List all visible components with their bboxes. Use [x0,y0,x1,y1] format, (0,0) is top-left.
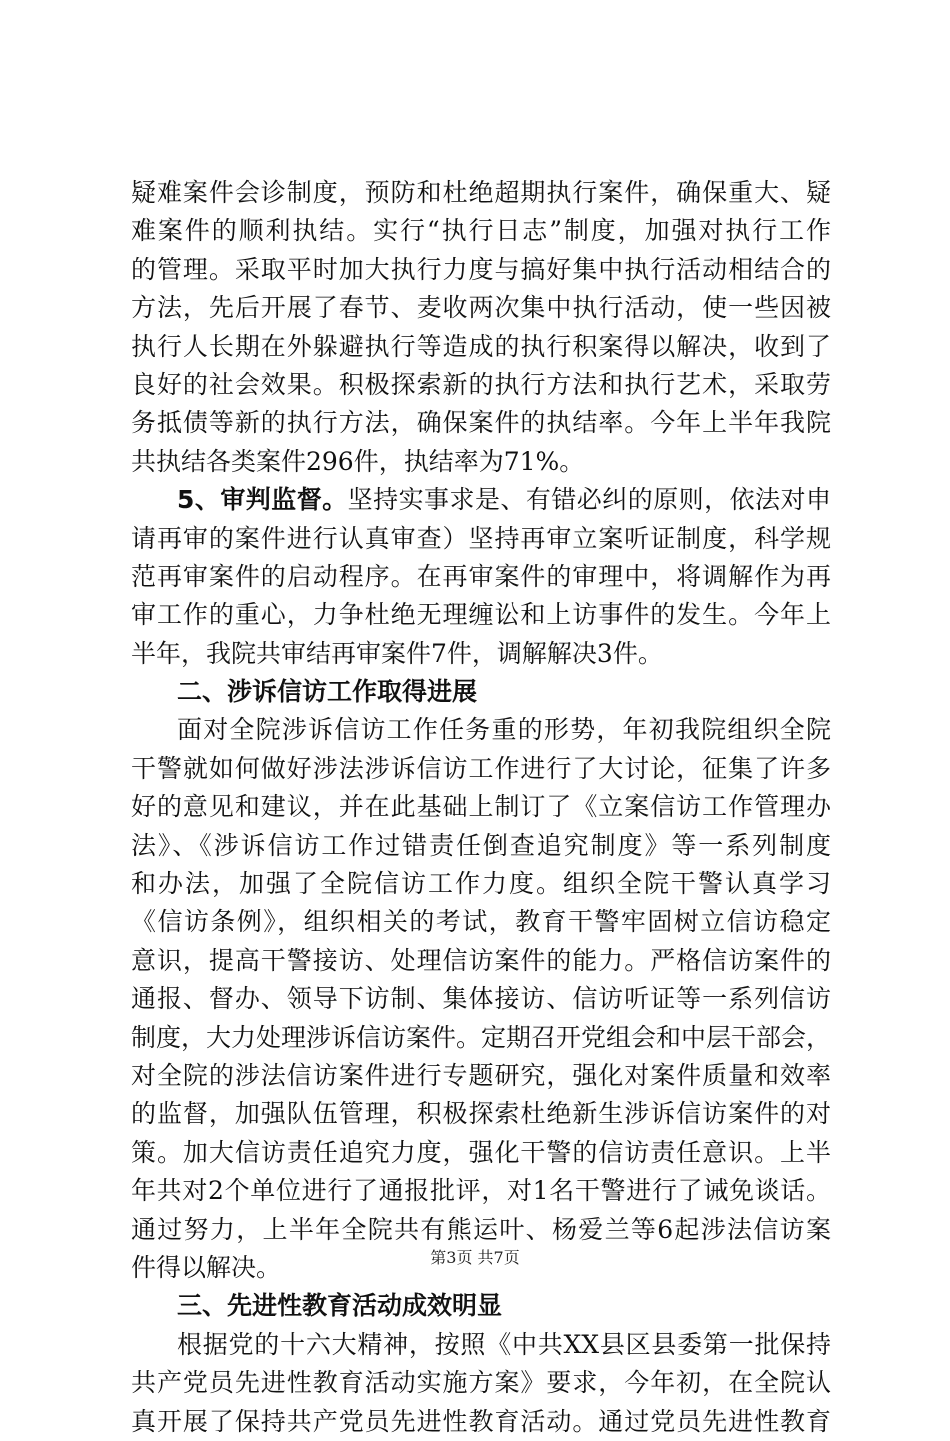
section-heading: 二、涉诉信访工作取得进展 [177,677,478,707]
text-line: 务抵债等新的执行方法，确保案件的执结率。今年上半年我院 [131,408,831,438]
text-line: 的管理。采取平时加大执行力度与搞好集中执行活动相结合的 [131,254,831,284]
text-line: 请再审的案件进行认真审查）坚持再审立案听证制度，科学规 [131,523,831,553]
text-line: 年共对2个单位进行了通报批评，对1名干警进行了诫免谈话。 [131,1176,831,1206]
text-line: 和办法，加强了全院信访工作力度。组织全院干警认真学习 [131,869,831,899]
text-line: 根据党的十六大精神，按照《中共XX县区县委第一批保持 [177,1329,831,1359]
text-line: 审工作的重心，力争杜绝无理缠讼和上访事件的发生。今年上 [131,600,831,630]
text-line: 件得以解决。 [131,1252,282,1282]
text-line: 通过努力，上半年全院共有熊运叶、杨爱兰等6起涉法信访案 [131,1214,831,1244]
text-line: 策。加大信访责任追究力度，强化干警的信访责任意识。上半 [131,1137,831,1167]
text-line: 意识，提高干警接访、处理信访案件的能力。严格信访案件的 [131,945,831,975]
text-run: 坚持实事求是、有错必纠的原则，依法对申 [347,485,831,515]
paragraph-execution [131,174,831,481]
text-line: 良好的社会效果。积极探索新的执行方法和执行艺术，采取劳 [131,369,831,399]
text-line: 疑难案件会诊制度，预防和杜绝超期执行案件，确保重大、疑 [131,178,831,207]
section-heading: 三、先进性教育活动成效明显 [177,1291,503,1321]
text-line: 好的意见和建议，并在此基础上制订了《立案信访工作管理办 [131,792,831,822]
text-line: 的监督，加强队伍管理，积极探索杜绝新生涉诉信访案件的对 [131,1099,831,1129]
text-line: 通报、督办、领导下访制、集体接访、信访听证等一系列信访 [131,984,831,1014]
text-line: 执行人长期在外躲避执行等造成的执行积案得以解决，收到了 [131,331,831,361]
text-line: 法》、《涉诉信访工作过错责任倒查追究制度》等一系列制度 [131,830,831,860]
paragraph-education-activity [131,1326,831,1441]
text-line: 共执结各类案件296件，执结率为71%。 [131,446,585,476]
section-lead: 5、审判监督。 [177,485,348,515]
text-line [131,481,831,519]
text-line: 对全院的涉法信访案件进行专题研究，强化对案件质量和效率 [131,1060,831,1090]
paragraph-petition-work [131,711,831,1287]
text-line: 干警就如何做好涉法涉诉信访工作进行了大讨论，征集了许多 [131,753,831,783]
text-line: 《信访条例》，组织相关的考试，教育干警牢固树立信访稳定 [131,907,831,937]
text-line: 真开展了保持共产党员先进性教育活动。通过党员先进性教育 [131,1406,831,1436]
text-line: 方法，先后开展了春节、麦收两次集中执行活动，使一些因被 [131,293,831,323]
text-line: 共产党员先进性教育活动实施方案》要求，今年初，在全院认 [131,1368,831,1398]
page-number: 第3页 共7页 [430,1248,520,1267]
text-line: 面对全院涉诉信访工作任务重的形势，年初我院组织全院 [177,715,831,745]
text-line: 难案件的顺利执结。实行“执行日志”制度，加强对执行工作 [131,216,831,246]
paragraph-trial-supervision [131,481,831,673]
text-line: 半年，我院共审结再审案件7件，调解解决3件。 [131,638,663,668]
page-footer [0,1245,950,1268]
text-line: 制度，大力处理涉诉信访案件。定期召开党组会和中层干部会， [131,1022,832,1052]
text-line: 范再审案件的启动程序。在再审案件的审理中，将调解作为再 [131,561,831,591]
